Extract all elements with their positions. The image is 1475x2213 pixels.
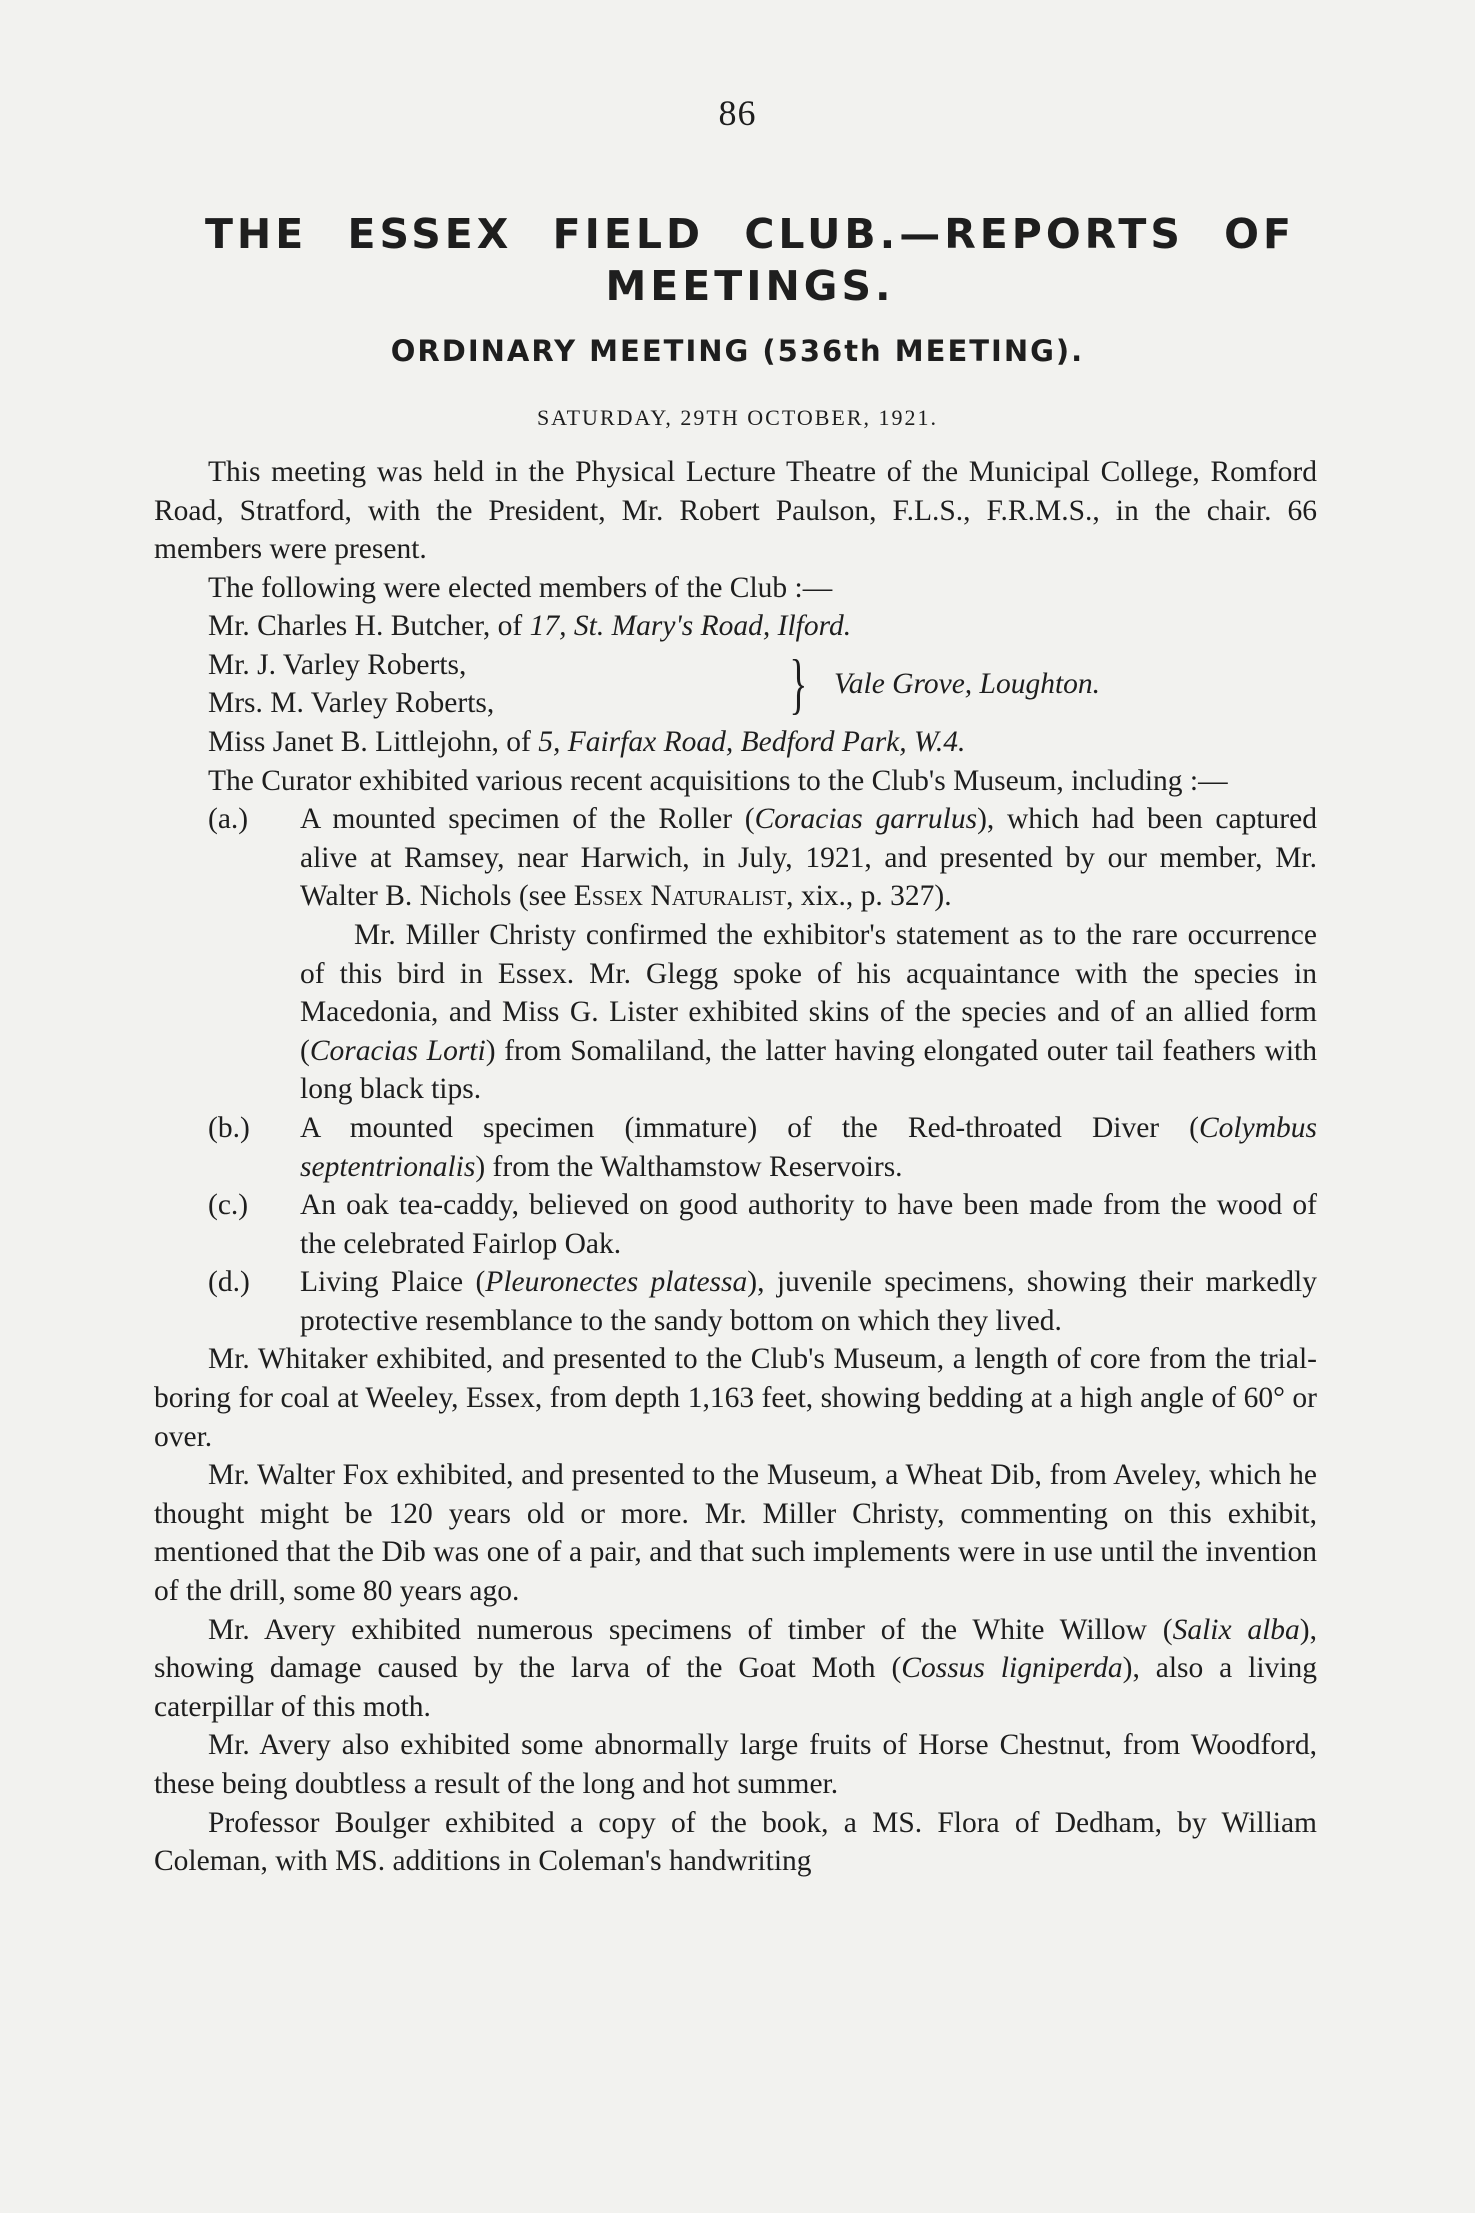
elected-members-address: Vale Grove, Loughton. [834, 667, 1101, 700]
item-text: A mounted specimen (immature) of the Red-throated Diver (Colymbus septentrionalis) from the Walthamstow Reservoirs. [300, 1111, 1317, 1183]
body-text [154, 453, 1317, 1881]
avery-paragraph-2: Mr. Avery also exhibited some abnormally large fruits of Horse Chestnut, from Woodford, these being doubtless a result of the long and hot summer. [154, 1729, 1317, 1800]
elected-member-1: Mr. Charles H. Butcher, of 17, St. Mary's Road, Ilford. [208, 610, 852, 643]
exhibit-item-b [154, 1109, 1317, 1186]
whitaker-paragraph: Mr. Whitaker exhibited, and presented to the Club's Museum, a length of core from the trial-boring for coal at Weeley, Essex, from depth 1,163 feet, showing bedding at a high angle of 60° or over. [154, 1343, 1317, 1453]
elected-member-4: Miss Janet B. Littlejohn, of 5, Fairfax Road, Bedford Park, W.4. [208, 725, 966, 758]
meeting-heading: ORDINARY MEETING (536th MEETING). [390, 334, 1085, 368]
intro-paragraph: This meeting was held in the Physical Lecture Theatre of the Municipal College, Romford Road, Stratford, with the President, Mr. Robert Paulson, F.L.S., F.R.M.S., in the chair. 66 members were present. [154, 456, 1317, 566]
elected-intro: The following were elected members of the Club :— [208, 571, 833, 604]
item-text: An oak tea-caddy, believed on good authority to have been made from the wood of the celebrated Fairlop Oak. [300, 1189, 1317, 1260]
item-label: (a.) [208, 803, 249, 836]
elected-members-roberts [154, 646, 1317, 723]
exhibit-item-d [154, 1263, 1317, 1340]
elected-member-3: Mrs. M. Varley Roberts, [208, 686, 495, 719]
item-label: (b.) [208, 1111, 250, 1144]
exhibit-item-a [154, 800, 1317, 1109]
page-number: 86 [718, 93, 757, 133]
page-title [150, 208, 1350, 312]
brace-glyph: } [789, 644, 808, 721]
elected-member-2: Mr. J. Varley Roberts, [208, 648, 467, 681]
item-text: Living Plaice (Pleuronectes platessa), juvenile specimens, showing their markedly protective resemblance to the sandy bottom on which they lived. [300, 1266, 1317, 1337]
boulger-paragraph: Professor Boulger exhibited a copy of the book, a MS. Flora of Dedham, by William Coleman, with MS. additions in Coleman's handwriting [154, 1806, 1317, 1878]
curator-intro: The Curator exhibited various recent acquisitions to the Club's Museum, including :— [208, 764, 1228, 797]
avery-paragraph-1: Mr. Avery exhibited numerous specimens of timber of the White Willow (Salix alba), showing damage caused by the larva of the Goat Moth (Cossus ligniperda), also a living caterpillar of this moth. [154, 1613, 1318, 1723]
item-label: (c.) [208, 1189, 249, 1222]
exhibit-item-c [154, 1186, 1317, 1263]
item-label: (d.) [208, 1266, 250, 1299]
item-comment: Mr. Miller Christy confirmed the exhibitor's statement as to the rare occurrence of this bird in Essex. Mr. Glegg spoke of his acquaintance with the species in Macedonia, and Miss G. Lister exhibited skins of the species and of an allied form (Coracias Lorti) from Somaliland, the latter having elongated outer tail feathers with long black tips. [300, 918, 1317, 1106]
item-text: A mounted specimen of the Roller (Coracias garrulus), which had been captured alive at Ramsey, near Harwich, in July, 1921, and presented by our member, Mr. Walter B. Nichols (see Essex Naturalist, xix., p. 327). [300, 803, 1317, 913]
fox-paragraph: Mr. Walter Fox exhibited, and presented to the Museum, a Wheat Dib, from Aveley, which he thought might be 120 years old or more. Mr. Miller Christy, commenting on this exhibit, mentioned that the Dib was one of a pair, and that such implements were in use until the invention of the drill, some 80 years ago. [154, 1459, 1317, 1608]
meeting-date: SATURDAY, 29TH OCTOBER, 1921. [536, 405, 939, 430]
title-line-1: THE ESSEX FIELD CLUB.—REPORTS OF [204, 210, 1296, 258]
title-line-2: MEETINGS. [605, 262, 895, 310]
